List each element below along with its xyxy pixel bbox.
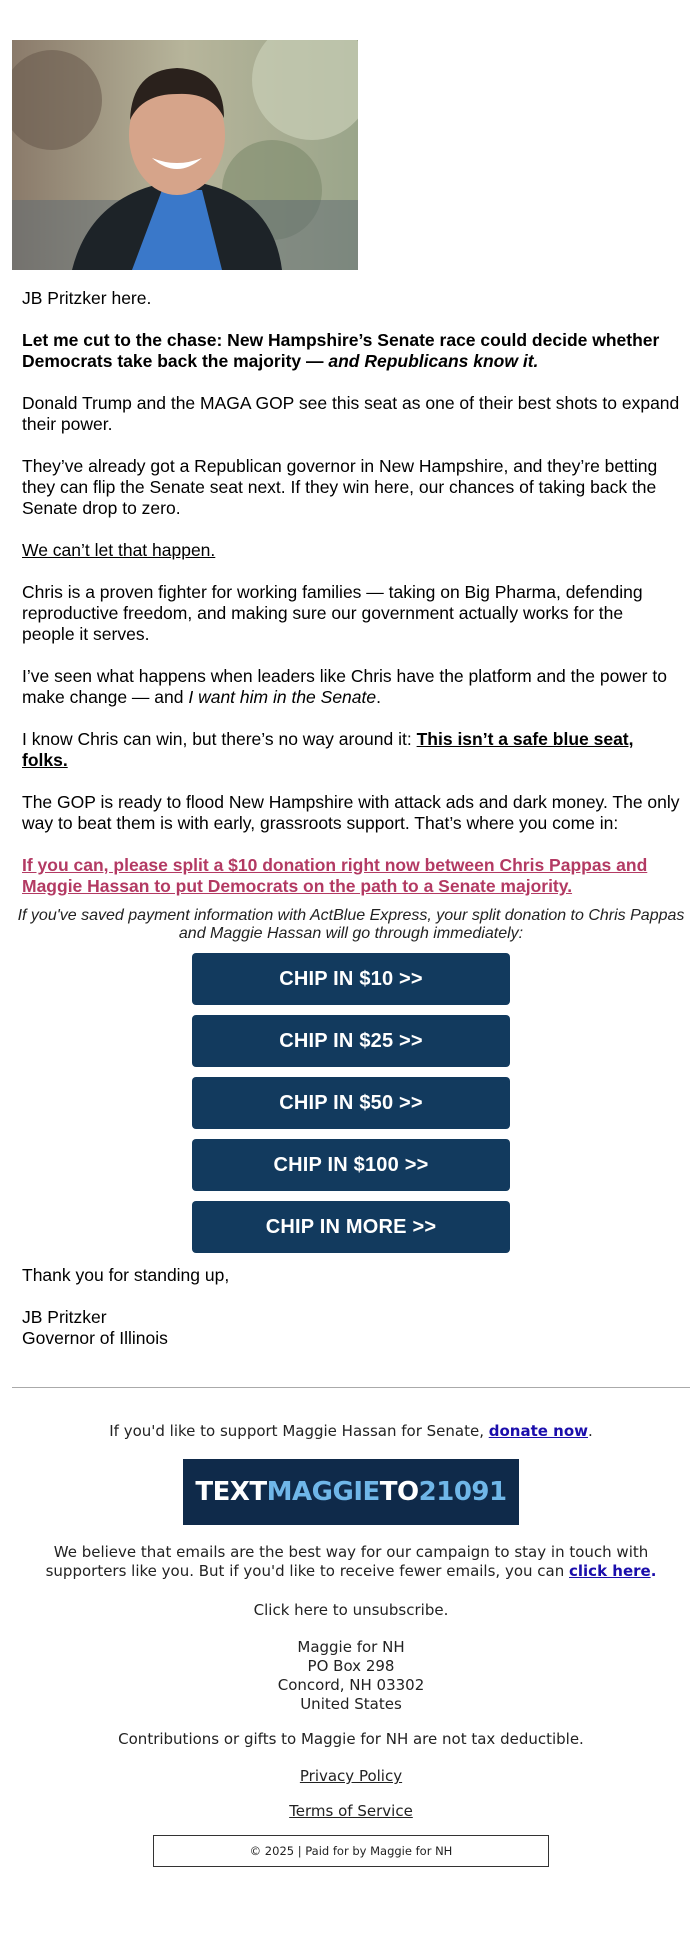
header-photo	[12, 40, 358, 270]
banner-number: 21091	[418, 1476, 507, 1507]
terms-of-service-link[interactable]	[12, 1802, 690, 1821]
donation-ask-link[interactable]: If you can, please split a $10 donation right now between Chris Pappas and Maggie Hassan to put Democrats on the path to a Senate majority.	[22, 855, 648, 896]
mailing-address	[12, 1638, 690, 1714]
support-line	[12, 1422, 690, 1441]
address-line-box: PO Box 298	[307, 1657, 395, 1675]
fewer-emails-line: We believe that emails are the best way for our campaign to stay in touch with supporters like you. But if you'd like to receive fewer emails, you can click here.	[45, 1543, 657, 1580]
lead-italic: and Republicans know it.	[328, 351, 539, 371]
banner-word-to: TO	[379, 1476, 419, 1507]
chip-in-50-button[interactable]: CHIP IN $50 >>	[192, 1077, 510, 1129]
p5-italic: I want him in the Senate	[188, 687, 377, 707]
fewer-emails-link[interactable]: click here	[569, 1562, 651, 1580]
message-body	[12, 288, 690, 897]
lead-paragraph	[22, 330, 680, 372]
p5-end: .	[376, 687, 381, 707]
privacy-policy-link[interactable]	[12, 1767, 690, 1786]
paragraph-3: We can’t let that happen.	[22, 540, 216, 560]
donate-now-link[interactable]: donate now	[488, 1422, 588, 1440]
footer	[12, 1422, 690, 1867]
banner-word-maggie: MAGGIE	[266, 1476, 380, 1507]
donation-buttons	[12, 953, 690, 1263]
signature	[12, 1265, 690, 1349]
privacy-policy-text[interactable]: Privacy Policy	[299, 1767, 403, 1785]
p6-bold: This isn’t a safe blue seat, folks.	[22, 729, 634, 770]
paragraph-1: Donald Trump and the MAGA GOP see this seat as one of their best shots to expand their power.	[22, 393, 680, 434]
paragraph-2: They’ve already got a Republican governor in New Hampshire, and they’re betting they can flip the Senate seat next. If they win here, our chances of taking back the Senate drop to zero.	[22, 456, 658, 518]
address-line-country: United States	[300, 1695, 402, 1713]
paid-for-by-box: © 2025 | Paid for by Maggie for NH	[153, 1835, 549, 1867]
tax-disclaimer: Contributions or gifts to Maggie for NH are not tax deductible.	[118, 1730, 584, 1748]
address-line-org: Maggie for NH	[297, 1638, 405, 1656]
email-content	[12, 40, 690, 1867]
paragraph-4: Chris is a proven fighter for working families — taking on Big Pharma, defending reproductive freedom, and making sure our government actually works for the people it serves.	[22, 582, 643, 644]
greeting: JB Pritzker here.	[22, 288, 152, 308]
chip-in-10-button[interactable]: CHIP IN $10 >>	[192, 953, 510, 1005]
p5-text: I’ve seen what happens when leaders like Chris have the platform and the power to make change — and	[22, 666, 667, 707]
signer-name: JB Pritzker	[22, 1307, 107, 1327]
paragraph-5	[22, 666, 680, 708]
thanks-text: Thank you for standing up,	[22, 1265, 230, 1285]
banner-word-text: TEXT	[195, 1476, 267, 1507]
paragraph-7: The GOP is ready to flood New Hampshire with attack ads and dark money. The only way to beat them is with early, grassroots support. That’s where you come in:	[22, 792, 680, 833]
saved-payment-note: If you've saved payment information with ActBlue Express, your split donation to Chris Pappas and Maggie Hassan will go through immediately:	[17, 907, 685, 942]
footer-divider	[12, 1387, 690, 1388]
fewer-emails-text: We believe that emails are the best way for our campaign to stay in touch with supporters like you. But if you'd like to receive fewer emails, you can	[45, 1543, 649, 1580]
support-period: .	[588, 1422, 593, 1440]
support-text: If you'd like to support Maggie Hassan for Senate,	[109, 1422, 489, 1440]
signer-title: Governor of Illinois	[22, 1328, 168, 1348]
terms-of-service-text[interactable]: Terms of Service	[289, 1802, 413, 1820]
chip-in-25-button[interactable]: CHIP IN $25 >>	[192, 1015, 510, 1067]
chip-in-100-button[interactable]: CHIP IN $100 >>	[192, 1139, 510, 1191]
p6-text: I know Chris can win, but there’s no way around it:	[22, 729, 417, 749]
unsubscribe-link[interactable]: Click here to unsubscribe.	[253, 1601, 449, 1619]
paragraph-6	[22, 729, 680, 771]
address-line-city: Concord, NH 03302	[277, 1676, 425, 1694]
text-maggie-banner[interactable]	[183, 1459, 519, 1525]
lead-text: Let me cut to the chase: New Hampshire’s Senate race could decide whether Democrats take back the majority —	[22, 330, 660, 371]
chip-in-more-button[interactable]: CHIP IN MORE >>	[192, 1201, 510, 1253]
